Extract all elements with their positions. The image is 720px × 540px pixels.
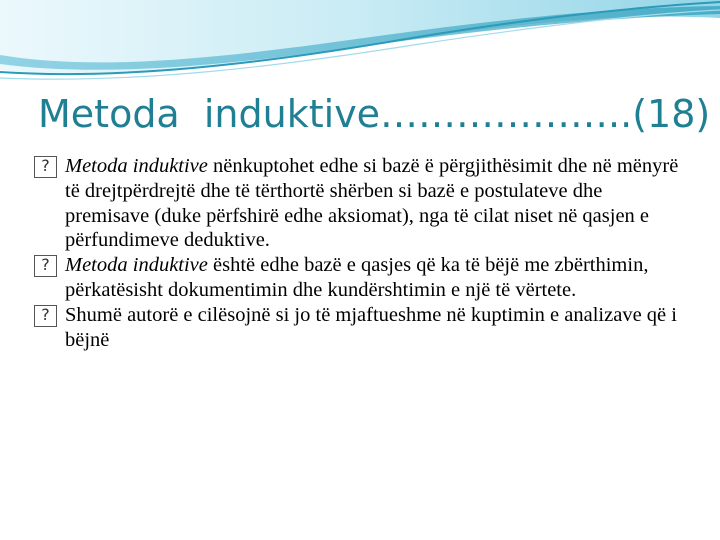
slide-body xyxy=(34,154,684,352)
list-item xyxy=(34,253,684,303)
paragraph-text: nënkuptohet edhe si bazë ë përgjithësimit dhe në mënyrë të drejtpërdrejtë dhe të tërthortë shërben si bazë e postulateve dhe premisave (duke përfshirë edhe aksiomat), nga të cilat niset në qasjen e përfundimeve deduktive. xyxy=(65,155,679,252)
header-wave-decoration xyxy=(0,0,720,90)
emphasis-text: Metoda induktive xyxy=(65,155,208,177)
emphasis-text: Metoda induktive xyxy=(65,254,208,277)
slide-title: Metoda induktive………………..(18) xyxy=(38,92,711,136)
list-item xyxy=(34,154,684,253)
bullet-missing-glyph-icon: ? xyxy=(34,304,57,326)
paragraph-text: Shumë autorë e cilësojnë si jo të mjaftueshme në kuptimin e analizave që i bëjnë xyxy=(65,303,677,351)
bullet-missing-glyph-icon: ? xyxy=(34,254,57,276)
list-item xyxy=(34,303,684,353)
bullet-missing-glyph-icon: ? xyxy=(34,155,57,177)
paragraph-text: është edhe bazë e qasjes që ka të bëjë me zbërthimin, përkatësisht dokumentimin dhe kundërshtimin e një të vërtete. xyxy=(65,254,649,301)
